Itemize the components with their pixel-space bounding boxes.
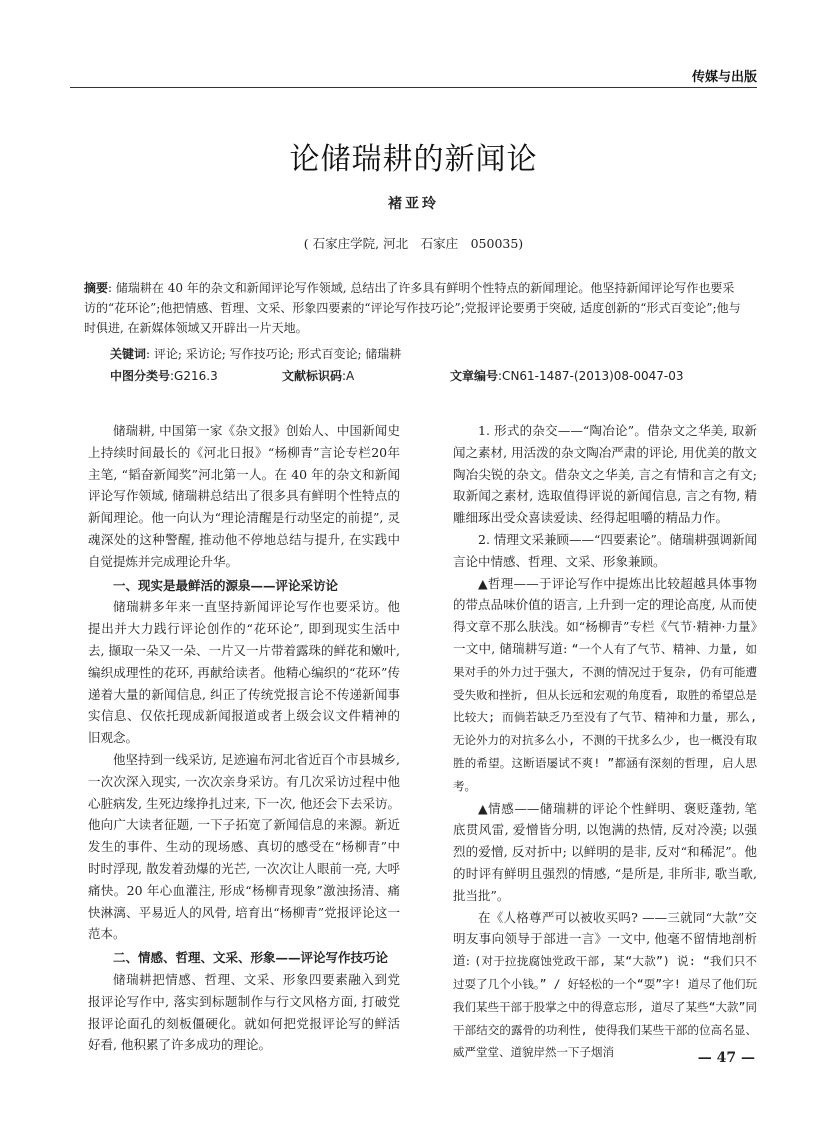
affiliation: ( 石家庄学院, 河北 石家庄 050035)	[303, 236, 524, 251]
abstract-text: : 储瑞耕在 40 年的杂文和新闻评论写作领域, 总结出了许多具有鲜明个性特点的新闻理论。他坚持新闻评论写作也要采访的“花环论”;他把情感、哲理、文采、形象四要素的“评论写作技巧论”;党报评论要勇于突破, 适度创新的“形式百变论”;他与时俱进, 在新媒体领域又开辟出一片天地。	[84, 281, 741, 335]
quotation: “一个人有了气节、精神、力量, 如果对手的外力过于强大, 不测的情况过于复杂, 仍有可能遭受失败和挫折, 但从长远和宏观的角度看, 取胜的希望总是比较大; 而倘若缺乏乃至没有了气节、精神和力量, 那么, 无论外力的对抗多么小, 不测的干扰多么少, 也一概没有取胜的希望。这断语屡试不爽! ”都涵有深刻的哲理, 启人思考。	[453, 641, 757, 793]
paragraph: 储瑞耕多年来一直坚持新闻评论写作也要采访。他提出并大力践行评论创作的“花环论”, 即到现实生活中去, 撷取一朵又一朵、一片又一片带着露珠的鲜花和嫩叶, 编织成理性的花环, 再献给读者。他精心编织的“花环”传递着大量的新闻信息, 纠正了传统党报言论不传递新闻事实信息、仅依托现成新闻报道或者上级会议文件精神的旧观念。	[88, 599, 400, 746]
right-column	[453, 420, 757, 1064]
abstract	[84, 278, 744, 338]
doc-code	[282, 367, 354, 384]
paragraph: 储瑞耕, 中国第一家《杂文报》创始人、中国新闻史上持续时间最长的《河北日报》“杨柳青”言论专栏20年主笔, “韬奋新闻奖”河北第一人。在 40 年的杂文和新闻评论写作领域, 储瑞耕总结出了很多具有鲜明个性特点的新闻理论。他一向认为“理论清醒是行动坚定的前提”, 灵魂深处的这种警醒, 推动他不停地总结与提升, 在实践中自觉提炼并完成理论升华。	[88, 423, 400, 569]
clc-value: :G216.3	[170, 369, 218, 383]
quotation: (对于拉拢腐蚀党政干部, 某“大款”) 说: “我们只不过耍了几个小钱。” / 好轻松的一个“耍”字! 道尽了他们玩我们某些干部于股掌之中的得意忘形, 道尽了某些“大款”同干部结交的露骨的功利性, 使得我们某些干部的位高名显、威严堂堂、道貌岸然一下子烟消	[453, 954, 758, 1060]
paragraph-text: ▲哲理——于评论写作中提炼出比较超越具体事物的带点品味价值的语言, 上升到一定的理论高度, 从而使得文章不那么肤浅。如“杨柳青”专栏《气节·精神·力量》一文中, 储瑞耕写道:	[453, 575, 757, 656]
journal-section-title: 传媒与出版	[691, 70, 757, 85]
left-column	[88, 420, 400, 1056]
paragraph: 储瑞耕把情感、哲理、文采、形象四要素融入到党报评论写作中, 落实到标题制作与行文风格方面, 打破党报评论面孔的刻板僵硬化。就如何把党报评论写的鲜活好看, 他积累了许多成功的理论。	[88, 971, 400, 1053]
art-label: 文章编号	[450, 369, 499, 383]
abstract-label: 摘要	[84, 281, 109, 295]
classification-meta	[110, 367, 710, 385]
paragraph: ▲情感——储瑞耕的评论个性鲜明、褒贬蓬勃, 笔底贯风雷, 爱憎皆分明, 以饱满的热情, 反对冷漠; 以强烈的爱憎, 反对折中; 以鲜明的是非, 反对“和稀泥”。他的时评有鲜明且强烈的情感, “是所是, 非所非, 歌当歌, 批当批”。	[453, 800, 757, 903]
header-rule	[70, 87, 757, 88]
art-value: :CN61-1487-(2013)08-0047-03	[498, 369, 684, 383]
paragraph: 1. 形式的杂交——“陶冶论”。借杂文之华美, 取新闻之素材, 用活泼的杂文陶冶严肃的评论, 用优美的散文陶冶尖锐的杂文。借杂文之华美, 言之有情和言之有文; 取新闻之素材, 选取值得评说的新闻信息, 言之有物, 精雕细琢出受众喜读爱读、经得起咀嚼的精品力作。	[453, 423, 757, 526]
paragraph: 2. 情理文采兼顾——“四要素论”。储瑞耕强调新闻言论中情感、哲理、文采、形象兼顾。	[453, 531, 757, 569]
keywords	[110, 345, 401, 362]
paragraph: 他坚持到一线采访, 足迹遍布河北省近百个市县城乡, 一次次深入现实, 一次次亲身采访。有几次采访过程中他心脏病发, 生死边缘挣扎过来, 下一次, 他还会下去采访。他向广大读者征题, 一下子拓宽了新闻信息的来源。新近发生的事件、生动的现场感、真切的感受在“杨柳青”中时时浮现, 散发着劲爆的光芒, 一次次让人眼前一亮, 大呼痛快。20 年心血灌注, 形成“杨柳青现象”激浊扬清、痛快淋漓、平易近人的风骨, 培育出“杨柳青”党报评论这一范本。	[88, 751, 400, 942]
paragraph	[453, 907, 757, 1065]
article-number	[450, 367, 684, 384]
section-heading: 一、现实是最鲜活的源泉——评论采访论	[113, 577, 339, 593]
keywords-label: 关键词	[110, 347, 147, 361]
clc-label: 中图分类号	[110, 369, 171, 383]
paragraph-text: 在《人格尊严可以被收买吗? ——三就同“大款”交明友事向领导于部进一言》一文中, 他毫不留情地剖析道:	[453, 909, 757, 969]
doc-label: 文献标识码	[282, 369, 343, 383]
clc-number	[110, 367, 218, 384]
keywords-text: : 评论; 采访论; 写作技巧论; 形式百变论; 储瑞耕	[146, 347, 402, 361]
page-number: — 47 —	[697, 1050, 755, 1066]
article-title: 论储瑞耕的新闻论	[289, 142, 538, 177]
section-heading: 二、情感、哲理、文采、形象——评论写作技巧论	[113, 950, 389, 966]
paragraph	[453, 573, 757, 798]
doc-value: :A	[342, 369, 355, 383]
author: 褚亚玲	[388, 196, 439, 212]
